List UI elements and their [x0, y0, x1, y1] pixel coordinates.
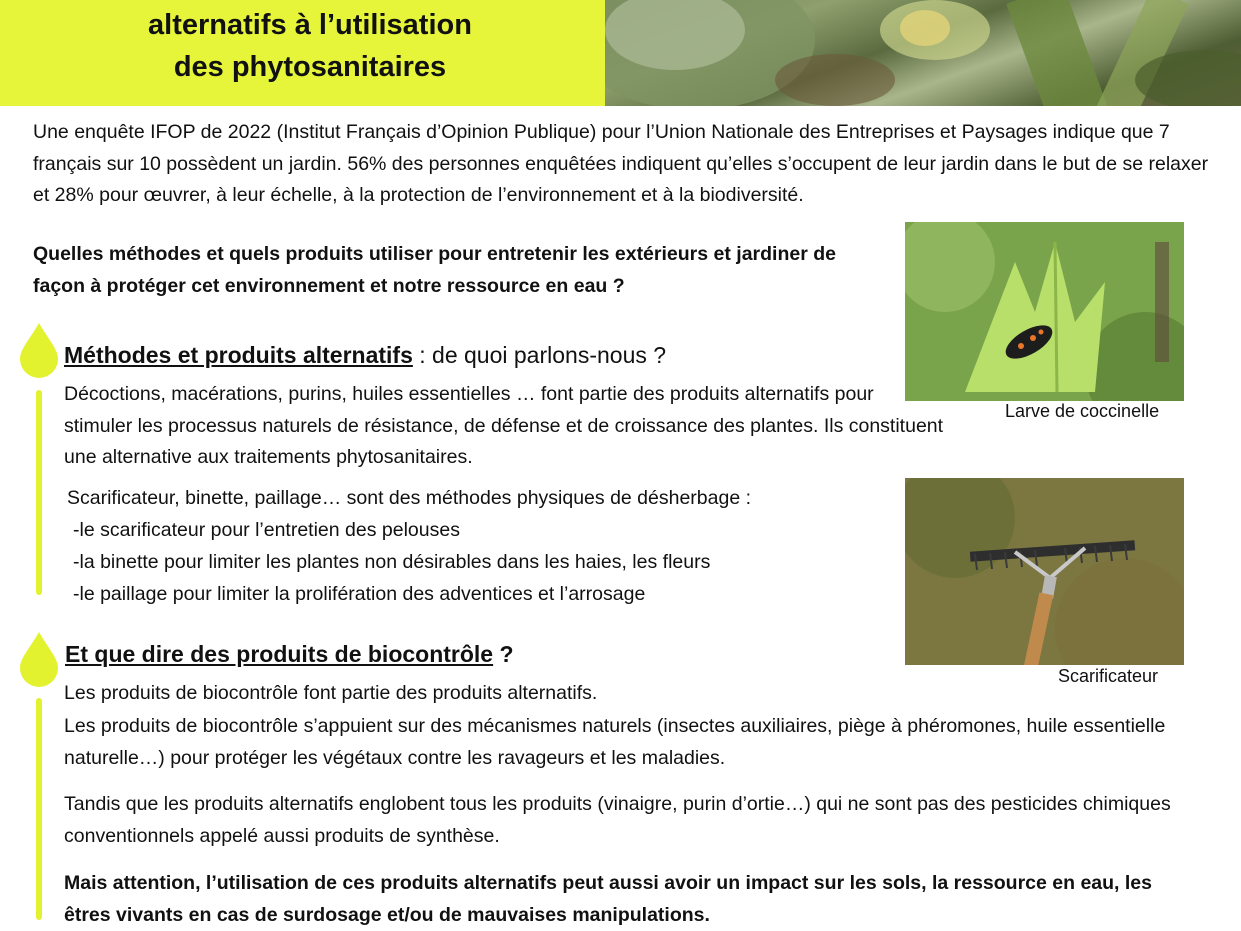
intro-paragraph: Une enquête IFOP de 2022 (Institut Français d’Opinion Publique) pour l’Union Nationale des Entreprises et Paysages indique que 7 français sur 10 possèdent un jardin. 56% des personnes enquêtées indiquent qu’elles s’occupent de leur jardin dans le but de se relaxer et 28% pour œuvrer, à leur échelle, à la protection de l’environnement et à la biodiversité.	[33, 121, 1209, 206]
intro-question: Quelles méthodes et quels produits utiliser pour entretenir les extérieurs et jardiner de façon à protéger cet environnement et notre ressource en eau ?	[33, 243, 836, 297]
scarifier-caption: Scarificateur	[1058, 666, 1159, 686]
scarifier-photo	[905, 478, 1184, 665]
section2-warning: Mais attention, l’utilisation de ces produits alternatifs peut aussi avoir un impact sur les sols, la ressource en eau, les êtres vivants en cas de surdosage et/ou de mauvaises manipulations.	[64, 872, 1152, 926]
section1-list-intro: Scarificateur, binette, paillage… sont des méthodes physiques de désherbage :	[67, 487, 752, 509]
section2-para2: Les produits de biocontrôle s’appuient sur des mécanismes naturels (insectes auxiliaires, piège à phéromones, huile essentielle naturelle…) pour protéger les végétaux contre les ravageurs et les maladies.	[64, 715, 1166, 769]
page-title	[0, 4, 620, 88]
header-zucchini-photo	[605, 0, 1241, 106]
section2-heading	[65, 639, 514, 669]
section1-heading-rest: : de quoi parlons-nous ?	[412, 342, 667, 368]
section1-rule	[36, 390, 42, 595]
section2-rule	[36, 698, 42, 920]
section2-para3: Tandis que les produits alternatifs englobent tous les produits (vinaigre, purin d’ortie…) qui ne sont pas des pesticides chimiques conventionnels appelé aussi produits de synthèse.	[64, 793, 1171, 847]
section1-heading	[64, 340, 666, 370]
water-drop-icon	[18, 323, 60, 379]
water-drop-icon	[18, 632, 60, 688]
list-item: -le paillage pour limiter la prolifération des adventices et l’arrosage	[73, 583, 646, 605]
section2-heading-rest: ?	[493, 641, 514, 667]
section1-paragraph: Décoctions, macérations, purins, huiles essentielles … font partie des produits alternatifs pour stimuler les processus naturels de résistance, de défense et de croissance des plantes. Ils constituent une alternative aux traitements phytosanitaires.	[64, 383, 944, 468]
section1-heading-main: Méthodes et produits alternatifs	[64, 342, 413, 368]
ladybug-larva-photo	[905, 222, 1184, 401]
section2-heading-main: Et que dire des produits de biocontrôle	[65, 641, 494, 667]
ladybug-caption: Larve de coccinelle	[1005, 401, 1160, 421]
section2-para1: Les produits de biocontrôle font partie des produits alternatifs.	[64, 682, 598, 704]
list-item: -la binette pour limiter les plantes non désirables dans les haies, les fleurs	[73, 551, 711, 573]
title-line-1: alternatifs à l’utilisation	[148, 9, 472, 41]
title-line-2: des phytosanitaires	[173, 51, 447, 83]
list-item: -le scarificateur pour l’entretien des pelouses	[73, 519, 460, 541]
